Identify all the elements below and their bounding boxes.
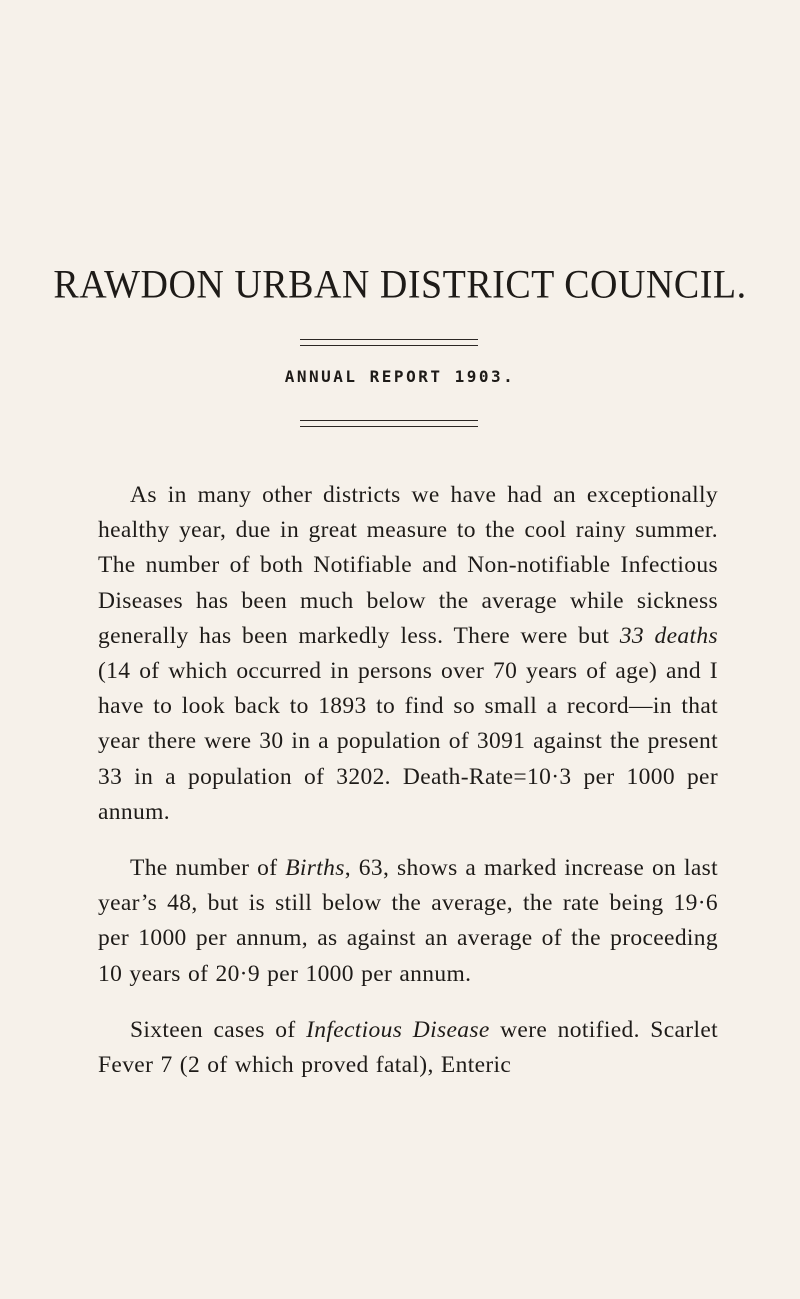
bottom-double-rule <box>300 420 478 427</box>
paragraph-text: Sixteen cases of <box>130 1016 307 1043</box>
top-double-rule <box>300 339 478 346</box>
emphasis-deaths: 33 deaths <box>619 622 718 649</box>
paragraph-infectious-disease <box>98 1013 718 1083</box>
emphasis-infectious-disease: Infectious Disease <box>306 1016 490 1043</box>
paragraph-text: The number of <box>130 855 286 882</box>
report-subtitle: ANNUAL REPORT 1903. <box>284 367 516 386</box>
paragraph-text: were notified. Scarlet Fever 7 (2 of which proved fatal), Enteric <box>98 1016 718 1079</box>
report-body <box>98 478 718 1104</box>
council-title: RAWDON URBAN DISTRICT COUNCIL. <box>53 262 747 308</box>
paragraph-deaths <box>98 478 718 830</box>
emphasis-births: Births <box>285 855 345 882</box>
paragraph-births <box>98 851 718 992</box>
paragraph-text: As in many other districts we have had an exceptionally healthy year, due in great measure to the cool rainy summer. The number of both Notifiable and Non-notifiable Infectious Diseases has been much below the average while sickness generally has been markedly less. There were but <box>98 482 718 649</box>
paragraph-text: , 63, shows a marked increase on last year’s 48, but is still below the average, the rate being 19·6 per 1000 per annum, as against an average of the proceeding 10 years of 20·9 per 1000 per annum. <box>98 855 718 987</box>
paragraph-text: (14 of which occurred in persons over 70 years of age) and I have to look back to 1893 to find so small a record—in that year there were 30 in a population of 3091 against the present 33 in a population of 3202. Death-Rate=10·3 per 1000 per annum. <box>98 658 718 825</box>
